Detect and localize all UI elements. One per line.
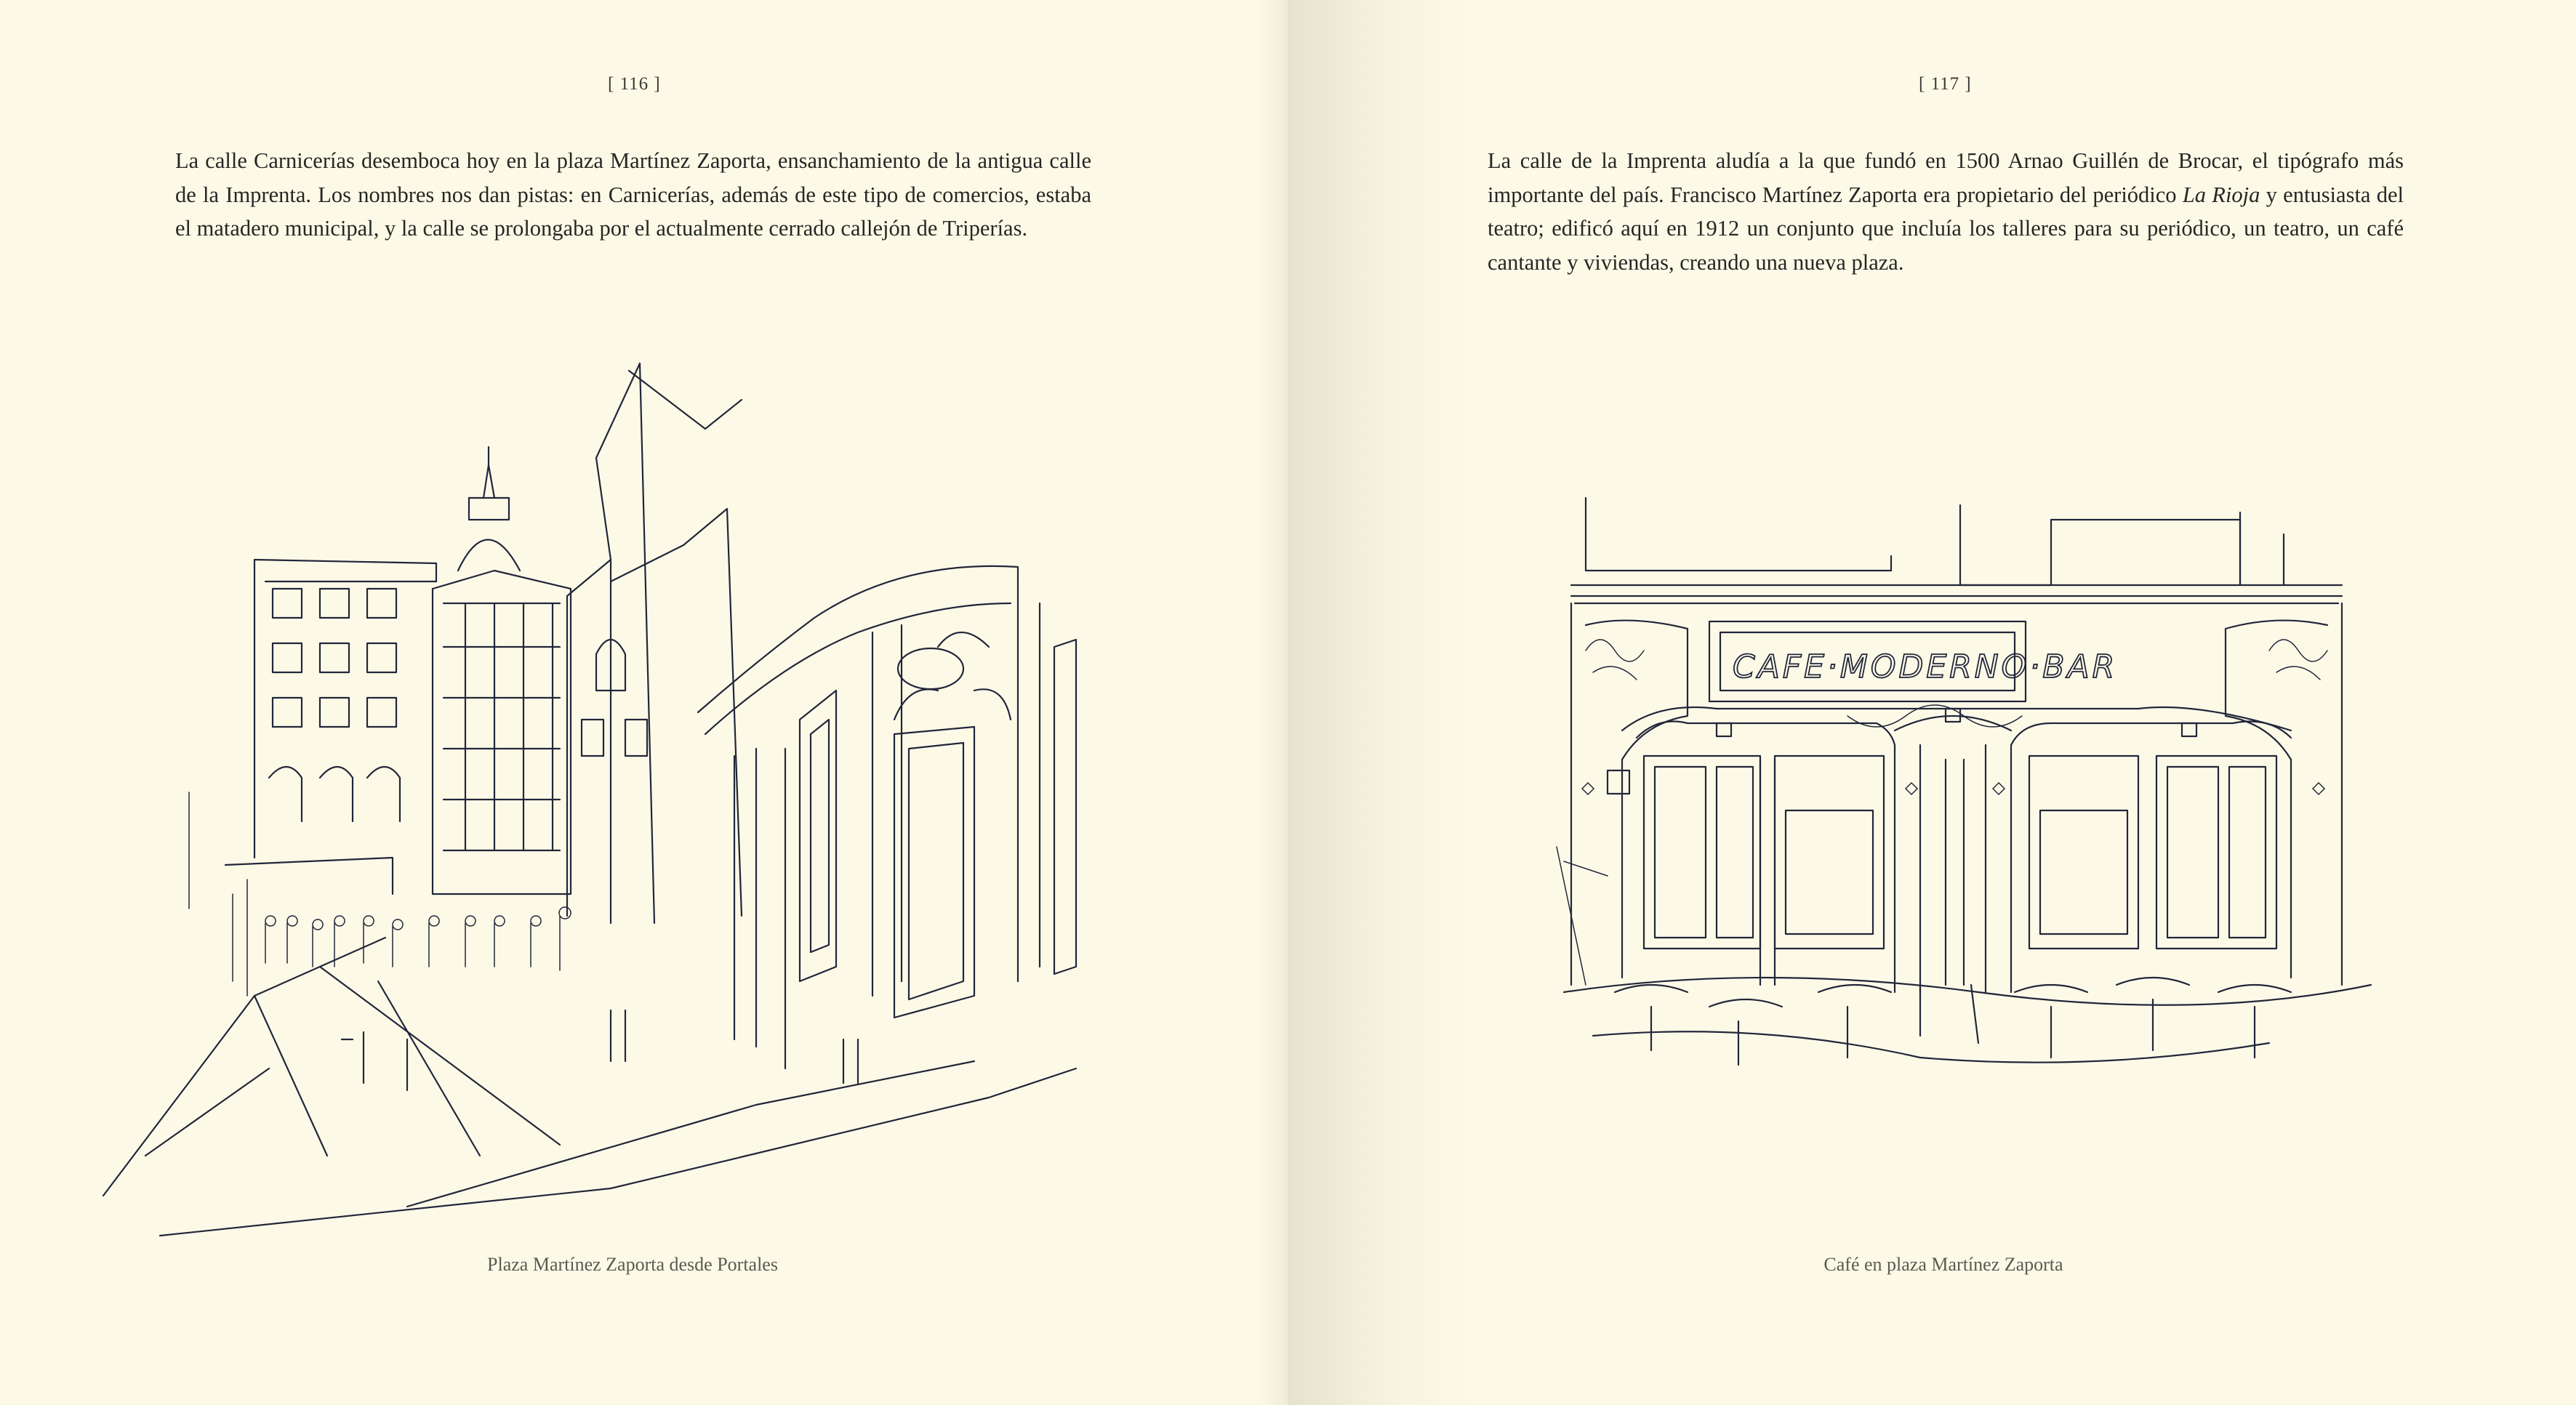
body-paragraph: La calle Carnicerías desemboca hoy en la plaza Martínez Zaporta, ensanchamiento de la antigua calle de la Imprenta. Los nombres nos dan pistas: en Carnicerías, además de este tipo de comercios, estaba el matadero municipal, y la calle se prolongaba por el actualmente cerrado callejón de Triperías.	[175, 148, 1091, 241]
illustration-caption: Plaza Martínez Zaporta desde Portales	[487, 1254, 778, 1275]
cafe-sign-lettering: CAFE·MODERNO·BAR	[1733, 648, 2118, 685]
cafe-sketch-illustration	[1542, 483, 2378, 1079]
gutter-shadow	[1288, 0, 1477, 1405]
page-number: [ 117 ]	[1919, 74, 1972, 94]
paragraph-text-start: La calle de la Imprenta aludía a la que fundó en 1500 Arnao Guillén de Brocar, el tipógrafo más importante del país. Francisco Martínez Zaporta era propietario del periódico	[1488, 148, 2404, 207]
page-number: [ 116 ]	[608, 74, 661, 94]
newspaper-title: La Rioja	[2182, 182, 2260, 207]
plaza-sketch-illustration	[102, 342, 1120, 1243]
body-paragraph	[1488, 144, 2404, 279]
illustration-caption: Café en plaza Martínez Zaporta	[1823, 1254, 2063, 1275]
right-page	[1288, 0, 2576, 1405]
paragraph-text-end: y entusiasta del teatro; edificó aquí en 1912 un conjunto que incluía los talleres para su periódico, un teatro, un café cantante y viviendas, creando una nueva plaza.	[1488, 182, 2404, 275]
gutter-shadow	[1259, 0, 1288, 1405]
